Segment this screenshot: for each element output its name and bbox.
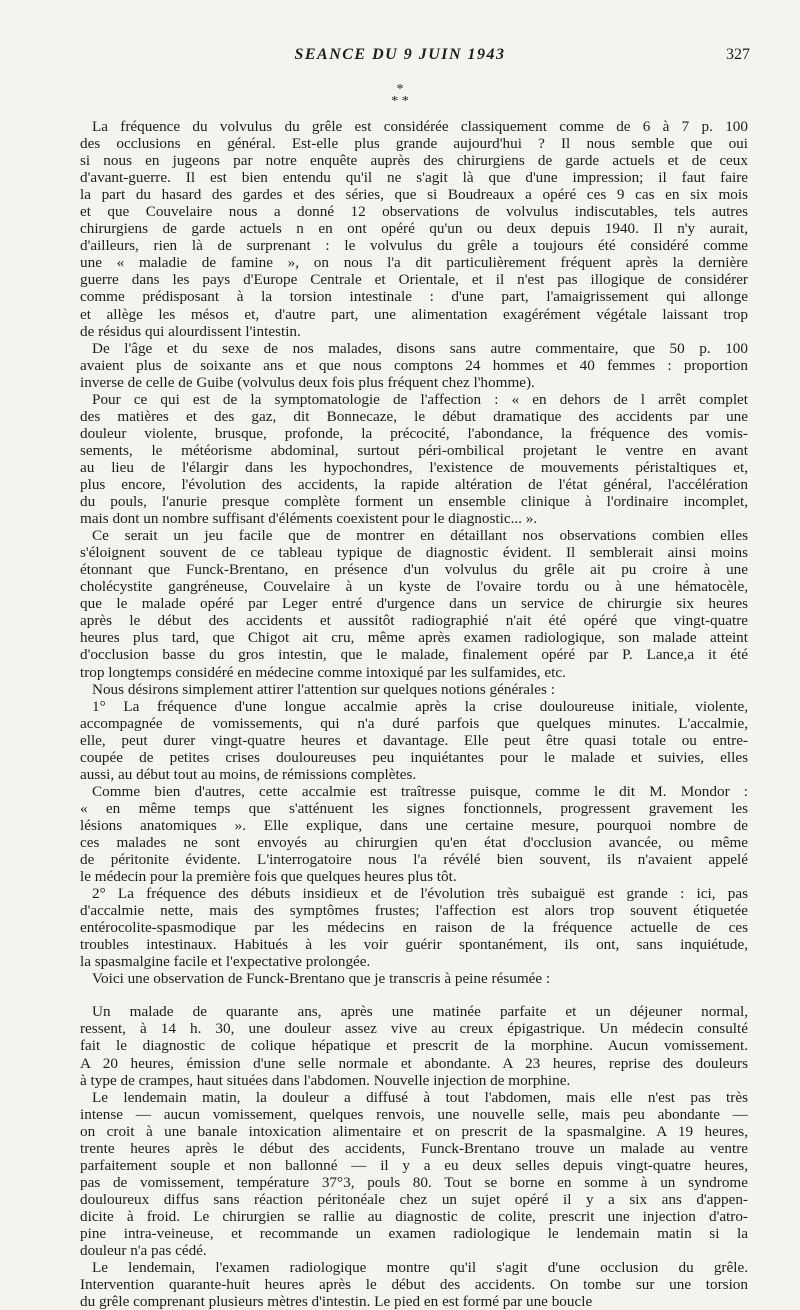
text-line: du pouls, l'anurie presque complète forment un ensemble clinique à l'ordinaire incomplet,: [80, 493, 748, 511]
paragraph: [80, 1003, 748, 1088]
text-line: heures plus tard, que Chigot ait cru, même après examen radiologique, son malade atteint: [80, 629, 748, 647]
paragraph: [80, 1089, 748, 1259]
text-line: La fréquence du volvulus du grêle est considérée classiquement comme de 6 à 7 p. 100: [92, 118, 748, 135]
text-line: De l'âge et du sexe de nos malades, disons sans autre commentaire, que 50 p. 100: [92, 339, 748, 357]
page-header: [0, 46, 800, 68]
text-line: Le lendemain, l'examen radiologique montre qu'il s'agit d'une occlusion du grêle.: [92, 1259, 748, 1277]
text-line: d'avant-guerre. Il est bien entendu qu'il ne s'agit là que d'une impression; il faut faire: [80, 169, 748, 187]
text-line: douleur n'a pas cédé.: [80, 1242, 207, 1260]
text-line: Pour ce qui est de la symptomatologie de l'affection : « en dehors de l arrêt complet: [92, 390, 748, 408]
text-line: ressent, à 14 h. 30, une douleur assez vive au creux épigastrique. Un médecin consulté: [80, 1020, 748, 1038]
text-line: douloureux diffus sans réaction péritonéale chez un sujet opéré il y a six ans d'appen-: [80, 1190, 748, 1208]
text-line: de péritonite évidente. L'interrogatoire nous l'a révélé bien souvent, ils n'avaient appelé: [80, 851, 748, 869]
text-line: intense — aucun vomissement, quelques renvois, une nouvelle selle, mais peu abondante —: [80, 1105, 748, 1123]
text-line: après le début des accidents et aussitôt radiographié n'ait été opéré que vingt-quatre: [80, 612, 748, 630]
text-line: comme prédisposant à la torsion intestinale : d'une part, l'amaigrissement qui allonge: [80, 288, 748, 306]
text-line: Nous désirons simplement attirer l'attention sur quelques notions générales :: [92, 680, 555, 698]
text-line: cholécystite gangréneuse, Couvelaire à un kyste de l'ovaire tordu ou à une hématocèle,: [80, 578, 748, 596]
text-line: elle, peut durer vingt-quatre heures et davantage. Elle peut être quasi totale ou entre-: [80, 731, 748, 749]
paragraph: [80, 783, 748, 885]
text-line: Un malade de quarante ans, après une matinée parfaite et un déjeuner normal,: [92, 1003, 748, 1021]
text-line: Comme bien d'autres, cette accalmie est traîtresse puisque, comme le dit M. Mondor :: [92, 782, 748, 800]
paragraph: [80, 391, 748, 527]
paragraph: [80, 527, 748, 680]
text-line: fait le diagnostic de colique hépatique et prescrit de la morphine. Aucun vomissement.: [80, 1037, 748, 1055]
paragraph: [80, 970, 748, 987]
text-line: au lieu de l'élargir dans les hypochondres, l'existence de mouvements péristaltiques et,: [80, 458, 748, 476]
text-line: Intervention quarante-huit heures après le début des accidents. On tombe sur une torsion: [80, 1276, 748, 1294]
text-line: et allège les mésos et, d'autre part, une alimentation exagérément végétale laissant trop: [80, 305, 748, 323]
text-line: 1° La fréquence d'une longue accalmie après la crise douloureuse initiale, violente,: [92, 697, 748, 715]
text-line: A 20 heures, émission d'une selle normale et abondante. A 23 heures, reprise des douleurs: [80, 1054, 748, 1072]
paragraph: [80, 885, 748, 970]
text-line: 2° La fréquence des débuts insidieux et de l'évolution très subaiguë est grande : ici, pas: [92, 885, 748, 903]
text-line: des occlusions en général. Est-elle plus grande aujourd'hui ? Il nous semble que oui: [80, 135, 748, 153]
text-line: le médecin pour la première fois que quelques heures plus tôt.: [80, 868, 457, 886]
text-line: la part du hasard des gardes et des séries, que si Boudreaux a opéré ces 9 cas en six mois: [80, 186, 748, 204]
text-line: mais dont un nombre suffisant d'éléments coexistent pour le diagnostic... ».: [80, 510, 538, 528]
text-line: plus encore, l'évolution des accidents, la rapide altération de l'état général, l'accélération: [80, 475, 748, 493]
text-line: guerre dans les pays d'Europe Centrale et Orientale, et il n'est pas illogique de considérer: [80, 271, 748, 289]
text-line: d'accalmie nette, mais des symptômes frustes; l'affection est alors trop souvent étiquetée: [80, 902, 748, 920]
text-line: étonnant que Funck-Brentano, en présence d'un volvulus du grêle ait pu croire à une: [80, 561, 748, 579]
running-title: SEANCE DU 9 JUIN 1943: [294, 46, 506, 63]
text-line: la spasmalgine facile et l'expectative prolongée.: [80, 953, 371, 971]
paragraph: [80, 698, 748, 783]
text-line: une « maladie de famine », on nous l'a dit particulièrement fréquent après la dernière: [80, 254, 748, 272]
text-line: on croit à une banale intoxication alimentaire et on prescrit de la spasmalgine. A 19 heures,: [80, 1122, 748, 1140]
text-line: inverse de celle de Guibe (volvulus deux fois plus fréquent chez l'homme).: [80, 373, 535, 391]
text-line: coupée de petites crises douloureuses peu inquiétantes pour le malade et suivies, elles: [80, 748, 748, 766]
text-line: ces malades ne sont envoyés au chirurgien qu'en état d'occlusion avancée, ou même: [80, 833, 748, 851]
text-line: trop longtemps considéré en médecine comme intoxiqué par les sulfamides, etc.: [80, 663, 566, 681]
text-line: sements, le météorisme abdominal, surtout péri-ombilical projetant le ventre en avant: [80, 441, 748, 459]
text-line: aussi, au début tout au moins, de rémissions complètes.: [80, 765, 417, 783]
text-line: lésions anatomiques ». Elle explique, dans une certaine mesure, pourquoi nombre de: [80, 816, 748, 834]
text-line: pas de vomissement, température 37°3, pouls 80. Tout se borne en somme à un syndrome: [80, 1173, 748, 1191]
text-line: chirurgiens de garde actuels n en ont opéré qu'un ou deux depuis 1940. Il n'y aurait,: [80, 220, 748, 238]
page-number: 327: [726, 46, 750, 63]
text-line: trente heures après le début des accidents, Funck-Brentano trouve un malade au ventre: [80, 1139, 748, 1157]
text-line: pine intra-veineuse, et recommande un examen radiologique le lendemain matin si la: [80, 1225, 748, 1242]
text-line: Voici une observation de Funck-Brentano que je transcris à peine résumée :: [92, 970, 551, 988]
text-line: troubles intestinaux. Habitués à les voir guérir spontanément, ils ont, sans inquiétude,: [80, 936, 748, 954]
text-line: d'ailleurs, rien là de surprenant : le volvulus du grêle a toujours été considéré comme: [80, 237, 748, 255]
paragraph: [80, 118, 748, 340]
text-line: si nous en jugeons par notre enquête auprès des chirurgiens de garde actuels et de ceux: [80, 152, 748, 170]
text-line: à type de crampes, haut situées dans l'abdomen. Nouvelle injection de morphine.: [80, 1071, 571, 1089]
text-line: et que Couvelaire nous a donné 12 observations de volvulus indiscutables, tels autres: [80, 203, 748, 221]
text-line: avaient plus de soixante ans et que nous comptons 24 hommes et 40 femmes : proportion: [80, 356, 748, 374]
asterism: [0, 84, 800, 108]
text-line: accompagnée de vomissements, qui n'a duré parfois que quelques minutes. L'accalmie,: [80, 714, 748, 732]
text-line: Le lendemain matin, la douleur a diffusé à tout l'abdomen, mais elle n'est pas très: [92, 1088, 748, 1106]
paragraph: [80, 340, 748, 391]
text-line: Ce serait un jeu facile que de montrer en détaillant nos observations combien elles: [92, 527, 748, 545]
text-line: que le malade opéré par Leger entré d'urgence dans un service de chirurgie six heures: [80, 595, 748, 613]
text-line: s'éloignent souvent de ce tableau typique de diagnostic évident. Il semblerait ainsi moins: [80, 544, 748, 562]
text-line: du grêle comprenant plusieurs mètres d'intestin. Le pied en est formé par une boucle: [80, 1293, 593, 1310]
asterism-bottom: * *: [391, 94, 409, 109]
text-line: de résidus qui alourdissent l'intestin.: [80, 322, 301, 340]
paragraph: [80, 1259, 748, 1310]
paragraph: [80, 681, 748, 698]
body-text: [80, 118, 748, 1310]
asterism-top: *: [396, 82, 404, 97]
text-line: douleur violente, brusque, profonde, la précocité, l'abondance, la fréquence des vomis-: [80, 424, 748, 442]
text-line: « en même temps que s'atténuent les signes fonctionnels, progressent gravement les: [80, 799, 748, 817]
text-line: d'occlusion basse du gros intestin, que le malade, finalement opéré par P. Lance,a it été: [80, 646, 748, 664]
text-line: des matières et des gaz, dit Bonnecaze, le début dramatique des accidents par une: [80, 407, 748, 425]
text-line: parfaitement souple et non ballonné — il y a eu deux selles depuis vingt-quatre heures,: [80, 1156, 748, 1174]
text-line: dicite à froid. Le chirurgien se rallie au diagnostic de colite, prescrit une injection d'atro-: [80, 1207, 748, 1225]
text-line: entérocolite-spasmodique par les médecins en raison de la fréquence actuelle de ces: [80, 919, 748, 937]
